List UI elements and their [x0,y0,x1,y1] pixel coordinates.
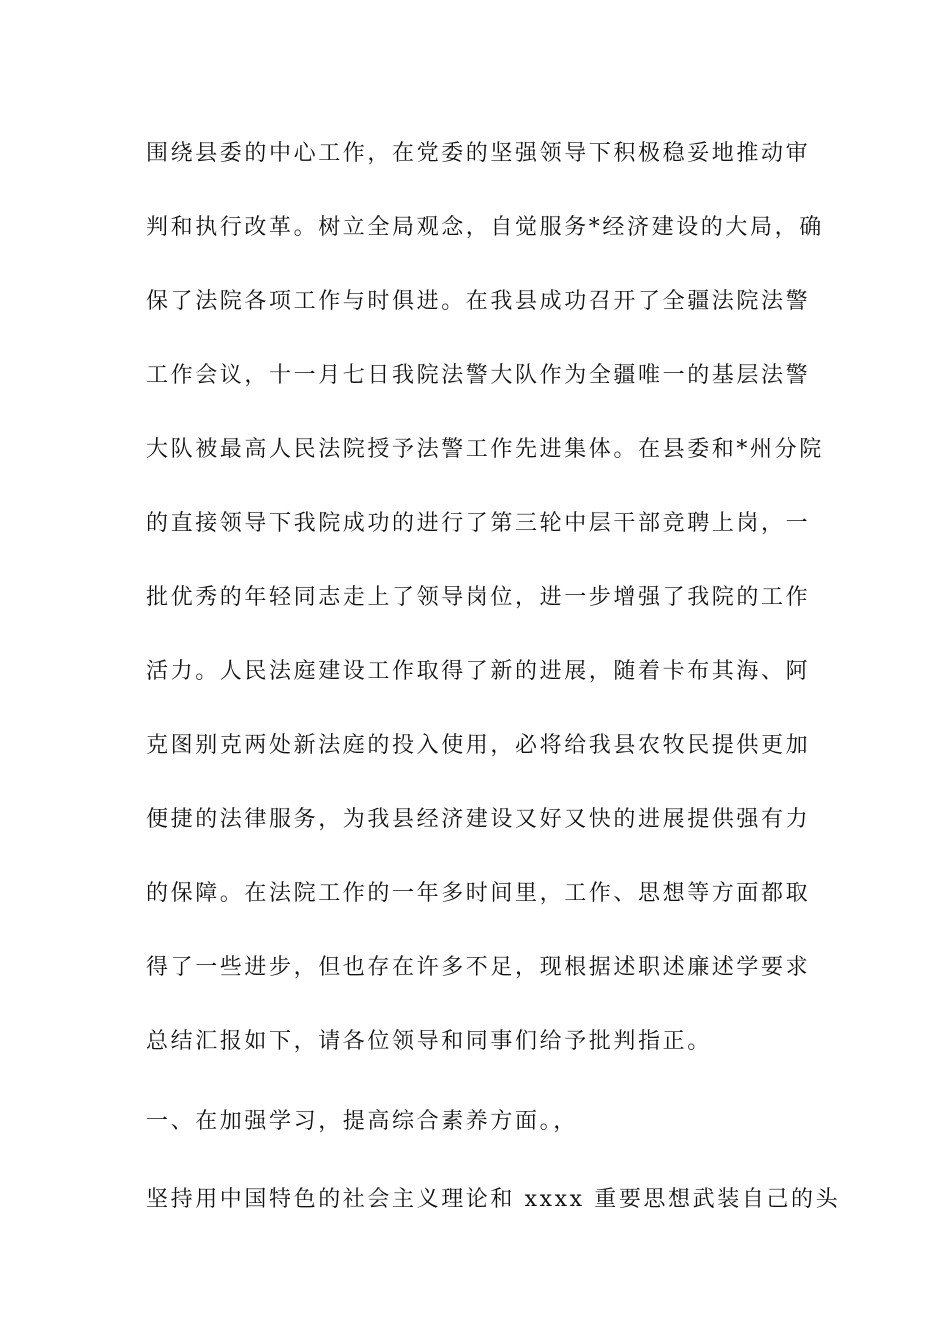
paragraph-line-9: 克图别克两处新法庭的投入使用，必将给我县农牧民提供更加 [146,733,811,758]
paragraph-line-8: 活力。人民法庭建设工作取得了新的进展，随着卡布其海、阿 [146,659,811,684]
paragraph-line-5: 大队被最高人民法院授予法警工作先进集体。在县委和*州分院 [146,437,824,462]
paragraph-line-7: 批优秀的年轻同志走上了领导岗位，进一步增强了我院的工作 [146,585,811,610]
paragraph-line-15: 坚持用中国特色的社会主义理论和 xxxx 重要思想武装自己的头 [146,1187,841,1212]
paragraph-line-2: 判和执行改革。树立全局观念，自觉服务*经济建设的大局，确 [146,215,824,240]
paragraph-line-10: 便捷的法律服务，为我县经济建设又好又快的进展提供强有力 [146,807,811,832]
paragraph-line-12: 得了一些进步，但也存在许多不足，现根据述职述廉述学要求 [146,955,811,980]
paragraph-line-1: 围绕县委的中心工作，在党委的坚强领导下积极稳妥地推动审 [146,141,811,166]
paragraph-line-3: 保了法院各项工作与时俱进。在我县成功召开了全疆法院法警 [146,289,811,314]
paragraph-line-6: 的直接领导下我院成功的进行了第三轮中层干部竞聘上岗，一 [146,511,811,536]
paragraph-line-13: 总结汇报如下，请各位领导和同事们给予批判指正。 [146,1029,712,1054]
paragraph-line-4: 工作会议，十一月七日我院法警大队作为全疆唯一的基层法警 [146,363,811,388]
section-heading: 一、在加强学习，提高综合素养方面。， [146,1109,578,1134]
paragraph-line-11: 的保障。在法院工作的一年多时间里，工作、思想等方面都取 [146,881,811,906]
